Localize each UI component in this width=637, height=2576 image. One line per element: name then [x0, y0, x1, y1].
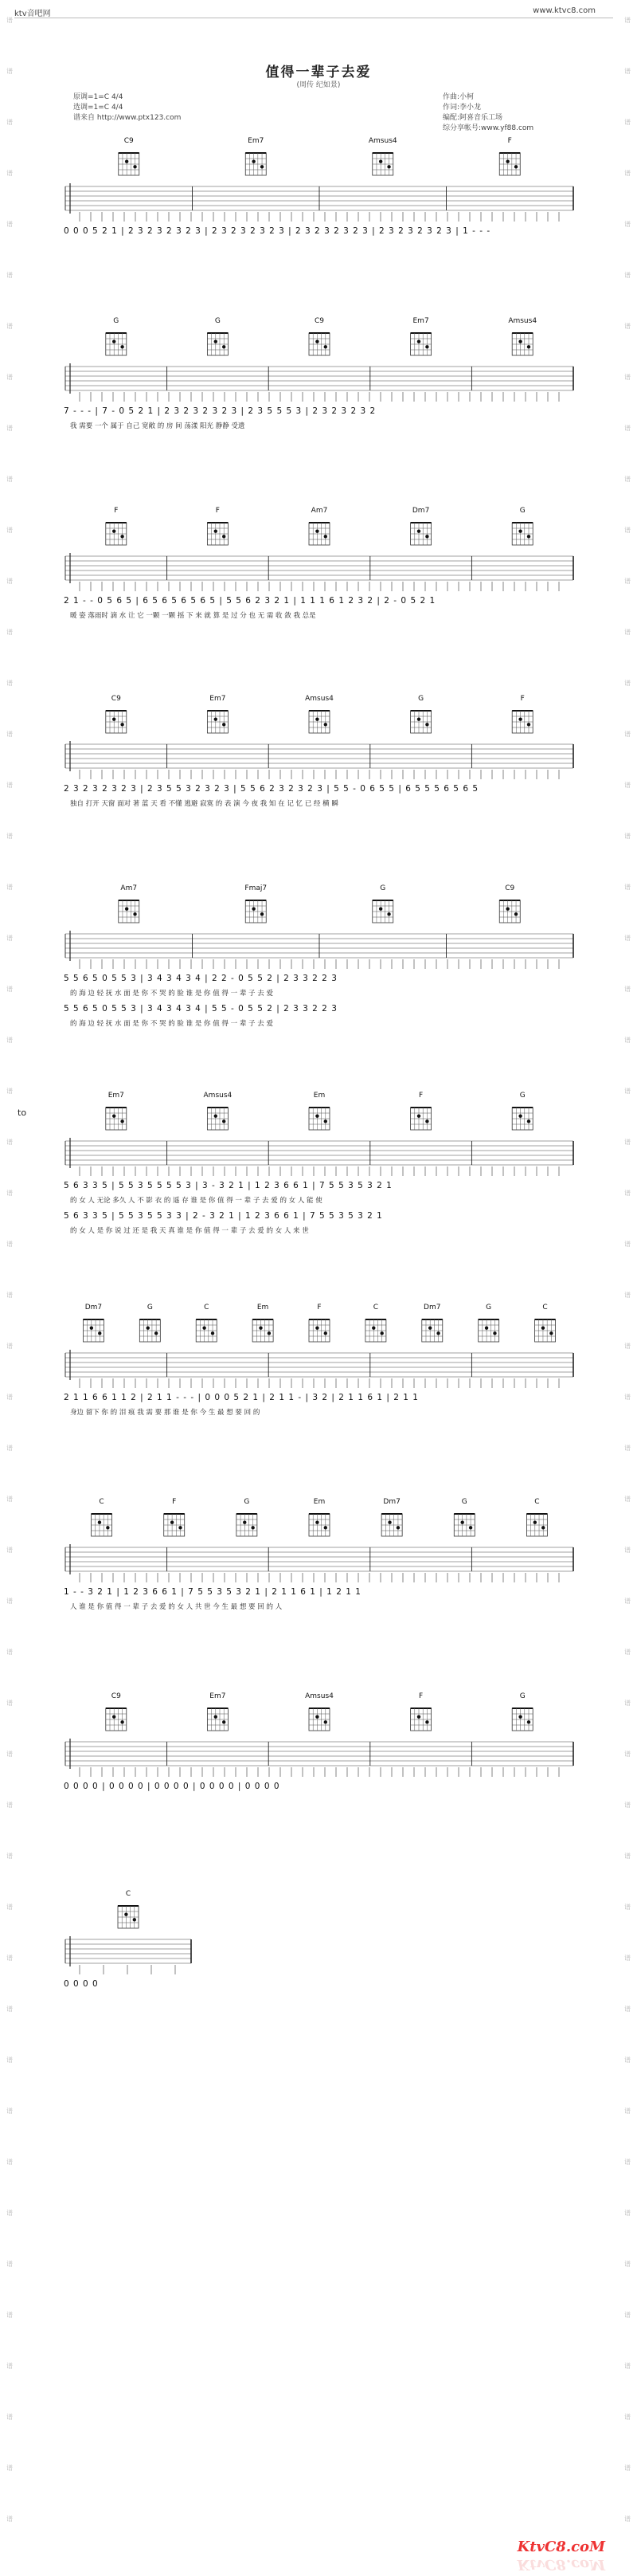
margin-watermark: 谱 — [624, 833, 631, 840]
header-site-left: ktv音吧网 — [14, 10, 51, 18]
numbered-notation: 5 5 6 5 0 5 5 3 | 3 4 3 4 3 4 | 2 2 - 0 5 5 2 | 2 3 3 2 2 3 — [64, 974, 338, 983]
chord-name: Amsus4 — [203, 1092, 233, 1100]
chord-finger-dot — [112, 339, 115, 343]
chord-finger-dot — [268, 1331, 271, 1335]
chord-finger-dot — [120, 723, 123, 726]
chord-finger-dot — [124, 1912, 127, 1915]
chord-finger-dot — [98, 1520, 101, 1523]
chord-finger-dot — [527, 1119, 530, 1123]
chord-finger-dot — [252, 159, 255, 163]
margin-watermark: 谱 — [6, 272, 13, 279]
chord-name: F — [215, 507, 220, 515]
chord-finger-dot — [324, 1526, 327, 1529]
chord-name: C9 — [123, 137, 134, 145]
margin-watermark: 谱 — [624, 476, 631, 483]
chord-name: Em — [313, 1498, 326, 1506]
meta-left-line: 选调=1=C 4/4 — [73, 104, 123, 112]
margin-watermark: 谱 — [624, 170, 631, 177]
margin-watermark: 谱 — [6, 2209, 13, 2217]
numbered-notation: 0 0 0 5 2 1 | 2 3 2 3 2 3 2 3 | 2 3 2 3 2 3 2 3 | 2 3 2 3 2 3 2 3 | 2 3 2 3 2 3 2 3 | 1 - - - — [64, 226, 491, 236]
chord-name: Em7 — [209, 695, 226, 703]
header-site-right: www.ktvc8.com — [533, 6, 596, 15]
margin-watermark: 谱 — [6, 425, 13, 432]
chord-name: G — [244, 1498, 250, 1506]
margin-watermark: 谱 — [6, 1751, 13, 1758]
margin-watermark: 谱 — [624, 2158, 631, 2166]
margin-watermark: 谱 — [624, 1751, 631, 1758]
chord-finger-dot — [214, 339, 217, 343]
margin-watermark: 谱 — [624, 1700, 631, 1707]
chord-finger-dot — [324, 345, 327, 348]
chord-finger-dot — [251, 1526, 254, 1529]
chord-finger-dot — [324, 1331, 327, 1335]
chord-finger-dot — [260, 165, 264, 168]
margin-watermark: 谱 — [6, 1955, 13, 1962]
chord-finger-dot — [518, 1114, 522, 1117]
chord-finger-dot — [417, 529, 420, 532]
chord-name: Dm7 — [84, 1304, 103, 1312]
ktvc8-logo: KtvC8.coM — [517, 2539, 605, 2555]
lyric-line: 的 女 人 无论 多久 人 不 影 衣 的 遥 存 谁 是 你 值 得 一 辈 子 去 爱 的 女 人 能 使 — [70, 1197, 322, 1205]
chord-finger-dot — [527, 723, 530, 726]
chord-finger-dot — [222, 1720, 225, 1723]
chord-finger-dot — [518, 339, 522, 343]
numbered-notation: 5 6 3 3 5 | 5 5 3 5 5 5 5 3 | 3 - 3 2 1 | 1 2 3 6 6 1 | 7 5 5 3 5 3 2 1 — [64, 1181, 393, 1190]
chord-name: Em7 — [107, 1092, 124, 1100]
margin-watermark: 谱 — [6, 2158, 13, 2166]
margin-watermark: 谱 — [6, 2006, 13, 2013]
margin-watermark: 谱 — [624, 2107, 631, 2115]
margin-watermark: 谱 — [624, 1037, 631, 1044]
chord-finger-dot — [112, 1114, 115, 1117]
chord-finger-dot — [527, 535, 530, 538]
margin-watermark: 谱 — [6, 2464, 13, 2472]
chord-name: G — [418, 695, 424, 703]
chord-finger-dot — [425, 723, 428, 726]
lyric-line: 人 谁 是 你 值 得 一 辈 子 去 爱 的 女 人 共 世 今 生 最 想 要 回 的 人 — [70, 1603, 283, 1611]
chord-finger-dot — [125, 907, 128, 910]
chord-name: C9 — [111, 1692, 121, 1700]
margin-watermark: 谱 — [6, 2515, 13, 2523]
margin-watermark: 谱 — [624, 986, 631, 993]
chord-finger-dot — [324, 535, 327, 538]
chord-finger-dot — [315, 1520, 318, 1523]
margin-watermark: 谱 — [6, 986, 13, 993]
numbered-notation: 1 - - 3 2 1 | 1 2 3 6 6 1 | 7 5 5 3 5 3 2 1 | 2 1 1 6 1 | 1 2 1 1 — [64, 1587, 361, 1597]
chord-finger-dot — [436, 1331, 440, 1335]
margin-watermark: 谱 — [624, 731, 631, 738]
chord-finger-dot — [387, 165, 390, 168]
chord-name: Dm7 — [412, 507, 430, 515]
chord-name: G — [519, 507, 526, 515]
chord-name: C — [99, 1498, 104, 1506]
chord-finger-dot — [243, 1520, 246, 1523]
margin-watermark: 谱 — [6, 221, 13, 228]
margin-watermark: 谱 — [6, 1802, 13, 1809]
margin-watermark: 谱 — [624, 272, 631, 279]
chord-finger-dot — [417, 717, 420, 720]
chord-name: Am7 — [120, 884, 138, 892]
margin-watermark: 谱 — [6, 2413, 13, 2421]
chord-finger-dot — [315, 1326, 318, 1329]
chord-finger-dot — [387, 912, 390, 916]
margin-watermark: 谱 — [6, 1139, 13, 1146]
meta-left-line: 原调=1=C 4/4 — [73, 93, 123, 101]
numbered-notation: 5 5 6 5 0 5 5 3 | 3 4 3 4 3 4 | 5 5 - 0 5 5 2 | 2 3 3 2 2 3 — [64, 1004, 338, 1014]
margin-watermark: 谱 — [6, 1037, 13, 1044]
chord-name: Em7 — [412, 317, 429, 325]
chord-finger-dot — [460, 1520, 463, 1523]
chord-finger-dot — [425, 1720, 428, 1723]
chord-finger-dot — [120, 1119, 123, 1123]
chord-finger-dot — [133, 1918, 136, 1921]
chord-finger-dot — [202, 1326, 205, 1329]
chord-finger-dot — [315, 339, 318, 343]
chord-finger-dot — [417, 1114, 420, 1117]
chord-finger-dot — [222, 345, 225, 348]
chord-finger-dot — [315, 1715, 318, 1718]
margin-watermark: 谱 — [624, 1241, 631, 1248]
numbered-notation: 5 6 3 3 5 | 5 5 3 5 5 3 3 | 2 - 3 2 1 | 1 2 3 6 6 1 | 7 5 5 3 5 3 2 1 — [64, 1211, 383, 1221]
margin-watermark: 谱 — [6, 119, 13, 126]
chord-finger-dot — [469, 1526, 472, 1529]
chord-finger-dot — [315, 717, 318, 720]
margin-watermark: 谱 — [624, 1190, 631, 1197]
lyric-line: 独自 打开 天窗 面对 著 蓝 天 看 不懂 逃避 寂寞 的 表 演 今 夜 我 知 在 记 忆 已 经 横 瞬 — [70, 800, 338, 808]
margin-watermark: 谱 — [624, 1088, 631, 1095]
margin-watermark: 谱 — [6, 374, 13, 381]
chord-name: G — [147, 1304, 153, 1312]
margin-watermark: 谱 — [624, 374, 631, 381]
chord-finger-dot — [518, 1715, 522, 1718]
chord-name: Dm7 — [383, 1498, 401, 1506]
margin-watermark: 谱 — [624, 1394, 631, 1401]
lyric-line: 身边 留下 你 的 泪 痕 我 需 要 那 谁 是 你 今 生 最 想 要 回 的 — [70, 1409, 260, 1417]
chord-finger-dot — [417, 1715, 420, 1718]
chord-name: G — [519, 1092, 526, 1100]
margin-watermark: 谱 — [624, 1445, 631, 1452]
margin-watermark: 谱 — [624, 1904, 631, 1911]
chord-finger-dot — [518, 717, 522, 720]
chord-finger-dot — [372, 1326, 375, 1329]
chord-finger-dot — [518, 529, 522, 532]
margin-watermark: 谱 — [624, 2209, 631, 2217]
chord-finger-dot — [533, 1520, 537, 1523]
chord-finger-dot — [214, 1715, 217, 1718]
chord-finger-dot — [428, 1326, 432, 1329]
margin-watermark: 谱 — [624, 17, 631, 24]
chord-finger-dot — [120, 345, 123, 348]
chord-finger-dot — [380, 1331, 383, 1335]
chord-finger-dot — [106, 1526, 109, 1529]
margin-watermark: 谱 — [624, 629, 631, 636]
margin-watermark: 谱 — [624, 1802, 631, 1809]
chord-finger-dot — [112, 529, 115, 532]
chord-finger-dot — [214, 1114, 217, 1117]
meta-left-line: 谱来自 http://www.ptx123.com — [73, 114, 182, 122]
chord-name: G — [519, 1692, 526, 1700]
chord-name: C9 — [314, 317, 324, 325]
margin-watermark: 谱 — [624, 2056, 631, 2064]
lyric-line: 的 海 边 轻 抚 水 面 是 你 不 哭 的 脸 谁 是 你 值 得 一 辈 子 去 爱 — [70, 990, 273, 998]
chord-name: Am7 — [311, 507, 328, 515]
margin-watermark: 谱 — [624, 1496, 631, 1503]
song-singer: (周传 纪如景) — [296, 81, 341, 89]
chord-finger-dot — [425, 535, 428, 538]
chord-name: G — [113, 317, 119, 325]
chord-name: C — [125, 1890, 131, 1898]
numbered-notation: 0 0 0 0 — [64, 1979, 99, 1989]
chord-finger-dot — [125, 159, 128, 163]
chord-name: C — [534, 1498, 540, 1506]
chord-name: Amsus4 — [368, 137, 397, 145]
margin-watermark: 谱 — [6, 1700, 13, 1707]
margin-watermark: 谱 — [6, 578, 13, 585]
margin-watermark: 谱 — [6, 1088, 13, 1095]
numbered-notation: 0 0 0 0 | 0 0 0 0 | 0 0 0 0 | 0 0 0 0 | 0 0 0 0 — [64, 1782, 280, 1791]
chord-finger-dot — [133, 165, 136, 168]
margin-watermark: 谱 — [6, 1853, 13, 1860]
margin-watermark: 谱 — [624, 1598, 631, 1605]
chord-finger-dot — [90, 1326, 93, 1329]
margin-watermark: 谱 — [624, 884, 631, 891]
chord-finger-dot — [417, 339, 420, 343]
chord-finger-dot — [379, 907, 382, 910]
chord-name: Em7 — [248, 137, 264, 145]
margin-watermark: 谱 — [6, 1394, 13, 1401]
chord-finger-dot — [514, 912, 518, 916]
numbered-notation: 2 1 - - 0 5 6 5 | 6 5 6 5 6 5 6 5 | 5 5 6 2 3 2 1 | 1 1 1 6 1 2 3 2 | 2 - 0 5 2 1 — [64, 596, 436, 606]
chord-finger-dot — [112, 1715, 115, 1718]
margin-watermark: 谱 — [6, 1649, 13, 1656]
chord-name: F — [419, 1092, 424, 1100]
chord-name: C — [542, 1304, 548, 1312]
chord-name: G — [461, 1498, 467, 1506]
margin-watermark: 谱 — [6, 1547, 13, 1554]
chord-finger-dot — [154, 1331, 158, 1335]
margin-watermark: 谱 — [6, 782, 13, 789]
chord-finger-dot — [147, 1326, 150, 1329]
chord-finger-dot — [222, 1119, 225, 1123]
margin-watermark: 谱 — [624, 2006, 631, 2013]
chord-name: C9 — [111, 695, 121, 703]
chord-finger-dot — [222, 535, 225, 538]
chord-name: F — [419, 1692, 424, 1700]
margin-watermark: 谱 — [6, 1292, 13, 1299]
chord-finger-dot — [324, 723, 327, 726]
margin-watermark: 谱 — [6, 680, 13, 687]
chord-name: G — [214, 317, 221, 325]
chord-finger-dot — [425, 1119, 428, 1123]
margin-watermark: 谱 — [624, 68, 631, 75]
meta-right-line: 编配:阿喜音乐工场 — [443, 114, 503, 122]
chord-finger-dot — [259, 1326, 262, 1329]
chord-finger-dot — [397, 1526, 400, 1529]
chord-finger-dot — [527, 1720, 530, 1723]
margin-watermark: 谱 — [6, 1343, 13, 1350]
margin-watermark: 谱 — [624, 1343, 631, 1350]
margin-watermark: 谱 — [6, 629, 13, 636]
margin-watermark: 谱 — [6, 1598, 13, 1605]
chord-name: Fmaj7 — [244, 884, 268, 892]
margin-watermark: 谱 — [624, 1853, 631, 1860]
numbered-notation: 2 3 2 3 2 3 2 3 | 2 3 5 5 3 2 3 2 3 | 5 5 6 2 3 2 3 2 3 | 5 5 - 0 6 5 5 | 6 5 5 5 6 5 6 5 — [64, 784, 479, 794]
margin-watermark: 谱 — [6, 1190, 13, 1197]
chord-name: C — [373, 1304, 379, 1312]
chord-name: F — [114, 507, 119, 515]
margin-watermark: 谱 — [624, 1547, 631, 1554]
chord-finger-dot — [425, 345, 428, 348]
chord-finger-dot — [252, 907, 255, 910]
chord-name: Em — [256, 1304, 269, 1312]
margin-watermark: 谱 — [6, 170, 13, 177]
chord-finger-dot — [506, 159, 509, 163]
chord-name: Dm7 — [424, 1304, 441, 1312]
margin-watermark: 谱 — [624, 935, 631, 942]
margin-watermark: 谱 — [6, 17, 13, 24]
meta-right-line: 作曲:小柯 — [443, 93, 475, 101]
chord-finger-dot — [260, 912, 264, 916]
chord-name: Amsus4 — [305, 695, 334, 703]
chord-finger-dot — [133, 912, 136, 916]
margin-watermark: 谱 — [6, 2260, 13, 2268]
margin-watermark: 谱 — [624, 2260, 631, 2268]
chord-finger-dot — [485, 1326, 488, 1329]
chord-name: Em7 — [209, 1692, 226, 1700]
margin-watermark: 谱 — [624, 2311, 631, 2319]
chord-finger-dot — [120, 1720, 123, 1723]
margin-watermark: 谱 — [624, 2413, 631, 2421]
ktvc8-logo-reflection: KtvC8.coM — [517, 2556, 605, 2573]
margin-watermark: 谱 — [6, 2056, 13, 2064]
chord-name: Amsus4 — [305, 1692, 334, 1700]
chord-name: F — [520, 695, 525, 703]
margin-watermark: 谱 — [6, 731, 13, 738]
margin-watermark: 谱 — [6, 1241, 13, 1248]
chord-finger-dot — [493, 1331, 496, 1335]
margin-watermark: 谱 — [6, 2362, 13, 2370]
margin-watermark: 谱 — [624, 425, 631, 432]
meta-right-line: 作词:李小龙 — [443, 104, 482, 112]
margin-watermark: 谱 — [6, 884, 13, 891]
chord-finger-dot — [324, 1720, 327, 1723]
chord-finger-dot — [379, 159, 382, 163]
margin-watermark: 谱 — [6, 2107, 13, 2115]
chord-finger-dot — [527, 345, 530, 348]
song-title: 值得一辈子去爱 — [265, 65, 372, 80]
chord-name: Em — [313, 1092, 326, 1100]
margin-watermark: 谱 — [624, 119, 631, 126]
chord-finger-dot — [315, 1114, 318, 1117]
margin-watermark: 谱 — [624, 527, 631, 534]
margin-watermark: 谱 — [624, 1139, 631, 1146]
chord-finger-dot — [211, 1331, 214, 1335]
chord-name: G — [380, 884, 386, 892]
chord-name: C — [204, 1304, 209, 1312]
chord-finger-dot — [541, 1326, 545, 1329]
margin-watermark: 谱 — [624, 1292, 631, 1299]
margin-watermark: 谱 — [624, 2362, 631, 2370]
margin-watermark: 谱 — [6, 527, 13, 534]
chord-name: F — [317, 1304, 322, 1312]
chord-name: C9 — [505, 884, 515, 892]
margin-watermark: 谱 — [624, 323, 631, 330]
numbered-notation: 2 1 1 6 6 1 1 2 | 2 1 1 - - - | 0 0 0 5 2 1 | 2 1 1 - | 3 2 | 2 1 1 6 1 | 2 1 1 — [64, 1393, 419, 1402]
numbered-notation: 7 - - - | 7 - 0 5 2 1 | 2 3 2 3 2 3 2 3 | 2 3 5 5 5 3 | 2 3 2 3 2 3 2 — [64, 406, 377, 416]
chord-finger-dot — [98, 1331, 101, 1335]
chord-finger-dot — [214, 529, 217, 532]
margin-watermark: 谱 — [6, 323, 13, 330]
margin-watermark: 谱 — [624, 221, 631, 228]
margin-watermark: 谱 — [6, 476, 13, 483]
margin-watermark: 谱 — [6, 935, 13, 942]
chord-name: F — [172, 1498, 177, 1506]
margin-watermark: 谱 — [624, 782, 631, 789]
chord-finger-dot — [178, 1526, 182, 1529]
chord-finger-dot — [120, 535, 123, 538]
chord-finger-dot — [388, 1520, 391, 1523]
margin-watermark: 谱 — [6, 833, 13, 840]
margin-watermark: 谱 — [624, 1955, 631, 1962]
chord-name: Amsus4 — [508, 317, 537, 325]
margin-watermark: 谱 — [624, 2515, 631, 2523]
chord-finger-dot — [214, 717, 217, 720]
chord-name: G — [486, 1304, 492, 1312]
lyric-line: 我 需要 一个 属于 自己 宽敞 的 房 间 荡漾 阳光 静静 受遗 — [70, 422, 245, 430]
chord-finger-dot — [541, 1526, 545, 1529]
margin-watermark: 谱 — [6, 2311, 13, 2319]
chord-finger-dot — [222, 723, 225, 726]
margin-watermark: 谱 — [624, 2464, 631, 2472]
chord-finger-dot — [324, 1119, 327, 1123]
chord-finger-dot — [170, 1520, 174, 1523]
lyric-line: 暖 姿 落雨时 滴 水 让 它 一颗 一颗 摇 下 来 就 算 是 过 分 也 无 需 收 敛 我 总是 — [70, 612, 316, 620]
margin-watermark: 谱 — [6, 68, 13, 75]
chord-finger-dot — [549, 1331, 553, 1335]
margin-watermark: 谱 — [624, 578, 631, 585]
lyric-line: 的 女 人 是 你 说 过 还 是 我 天 真 谁 是 你 值 得 一 辈 子 去 爱 的 女 人 来 世 — [70, 1227, 309, 1235]
margin-watermark: 谱 — [624, 1649, 631, 1656]
margin-watermark: 谱 — [6, 1904, 13, 1911]
margin-watermark: 谱 — [624, 680, 631, 687]
chord-finger-dot — [315, 529, 318, 532]
margin-watermark: 谱 — [6, 1445, 13, 1452]
chord-finger-dot — [506, 907, 509, 910]
to-label: to — [18, 1108, 27, 1118]
margin-watermark: 谱 — [6, 1496, 13, 1503]
chord-finger-dot — [112, 717, 115, 720]
chord-name: F — [507, 137, 512, 145]
lyric-line: 的 海 边 轻 抚 水 面 是 你 不 哭 的 脸 谁 是 你 值 得 一 辈 子 去 爱 — [70, 1020, 273, 1028]
chord-finger-dot — [514, 165, 518, 168]
meta-right-line: 综分享帐号:www.yf88.com — [443, 124, 534, 132]
